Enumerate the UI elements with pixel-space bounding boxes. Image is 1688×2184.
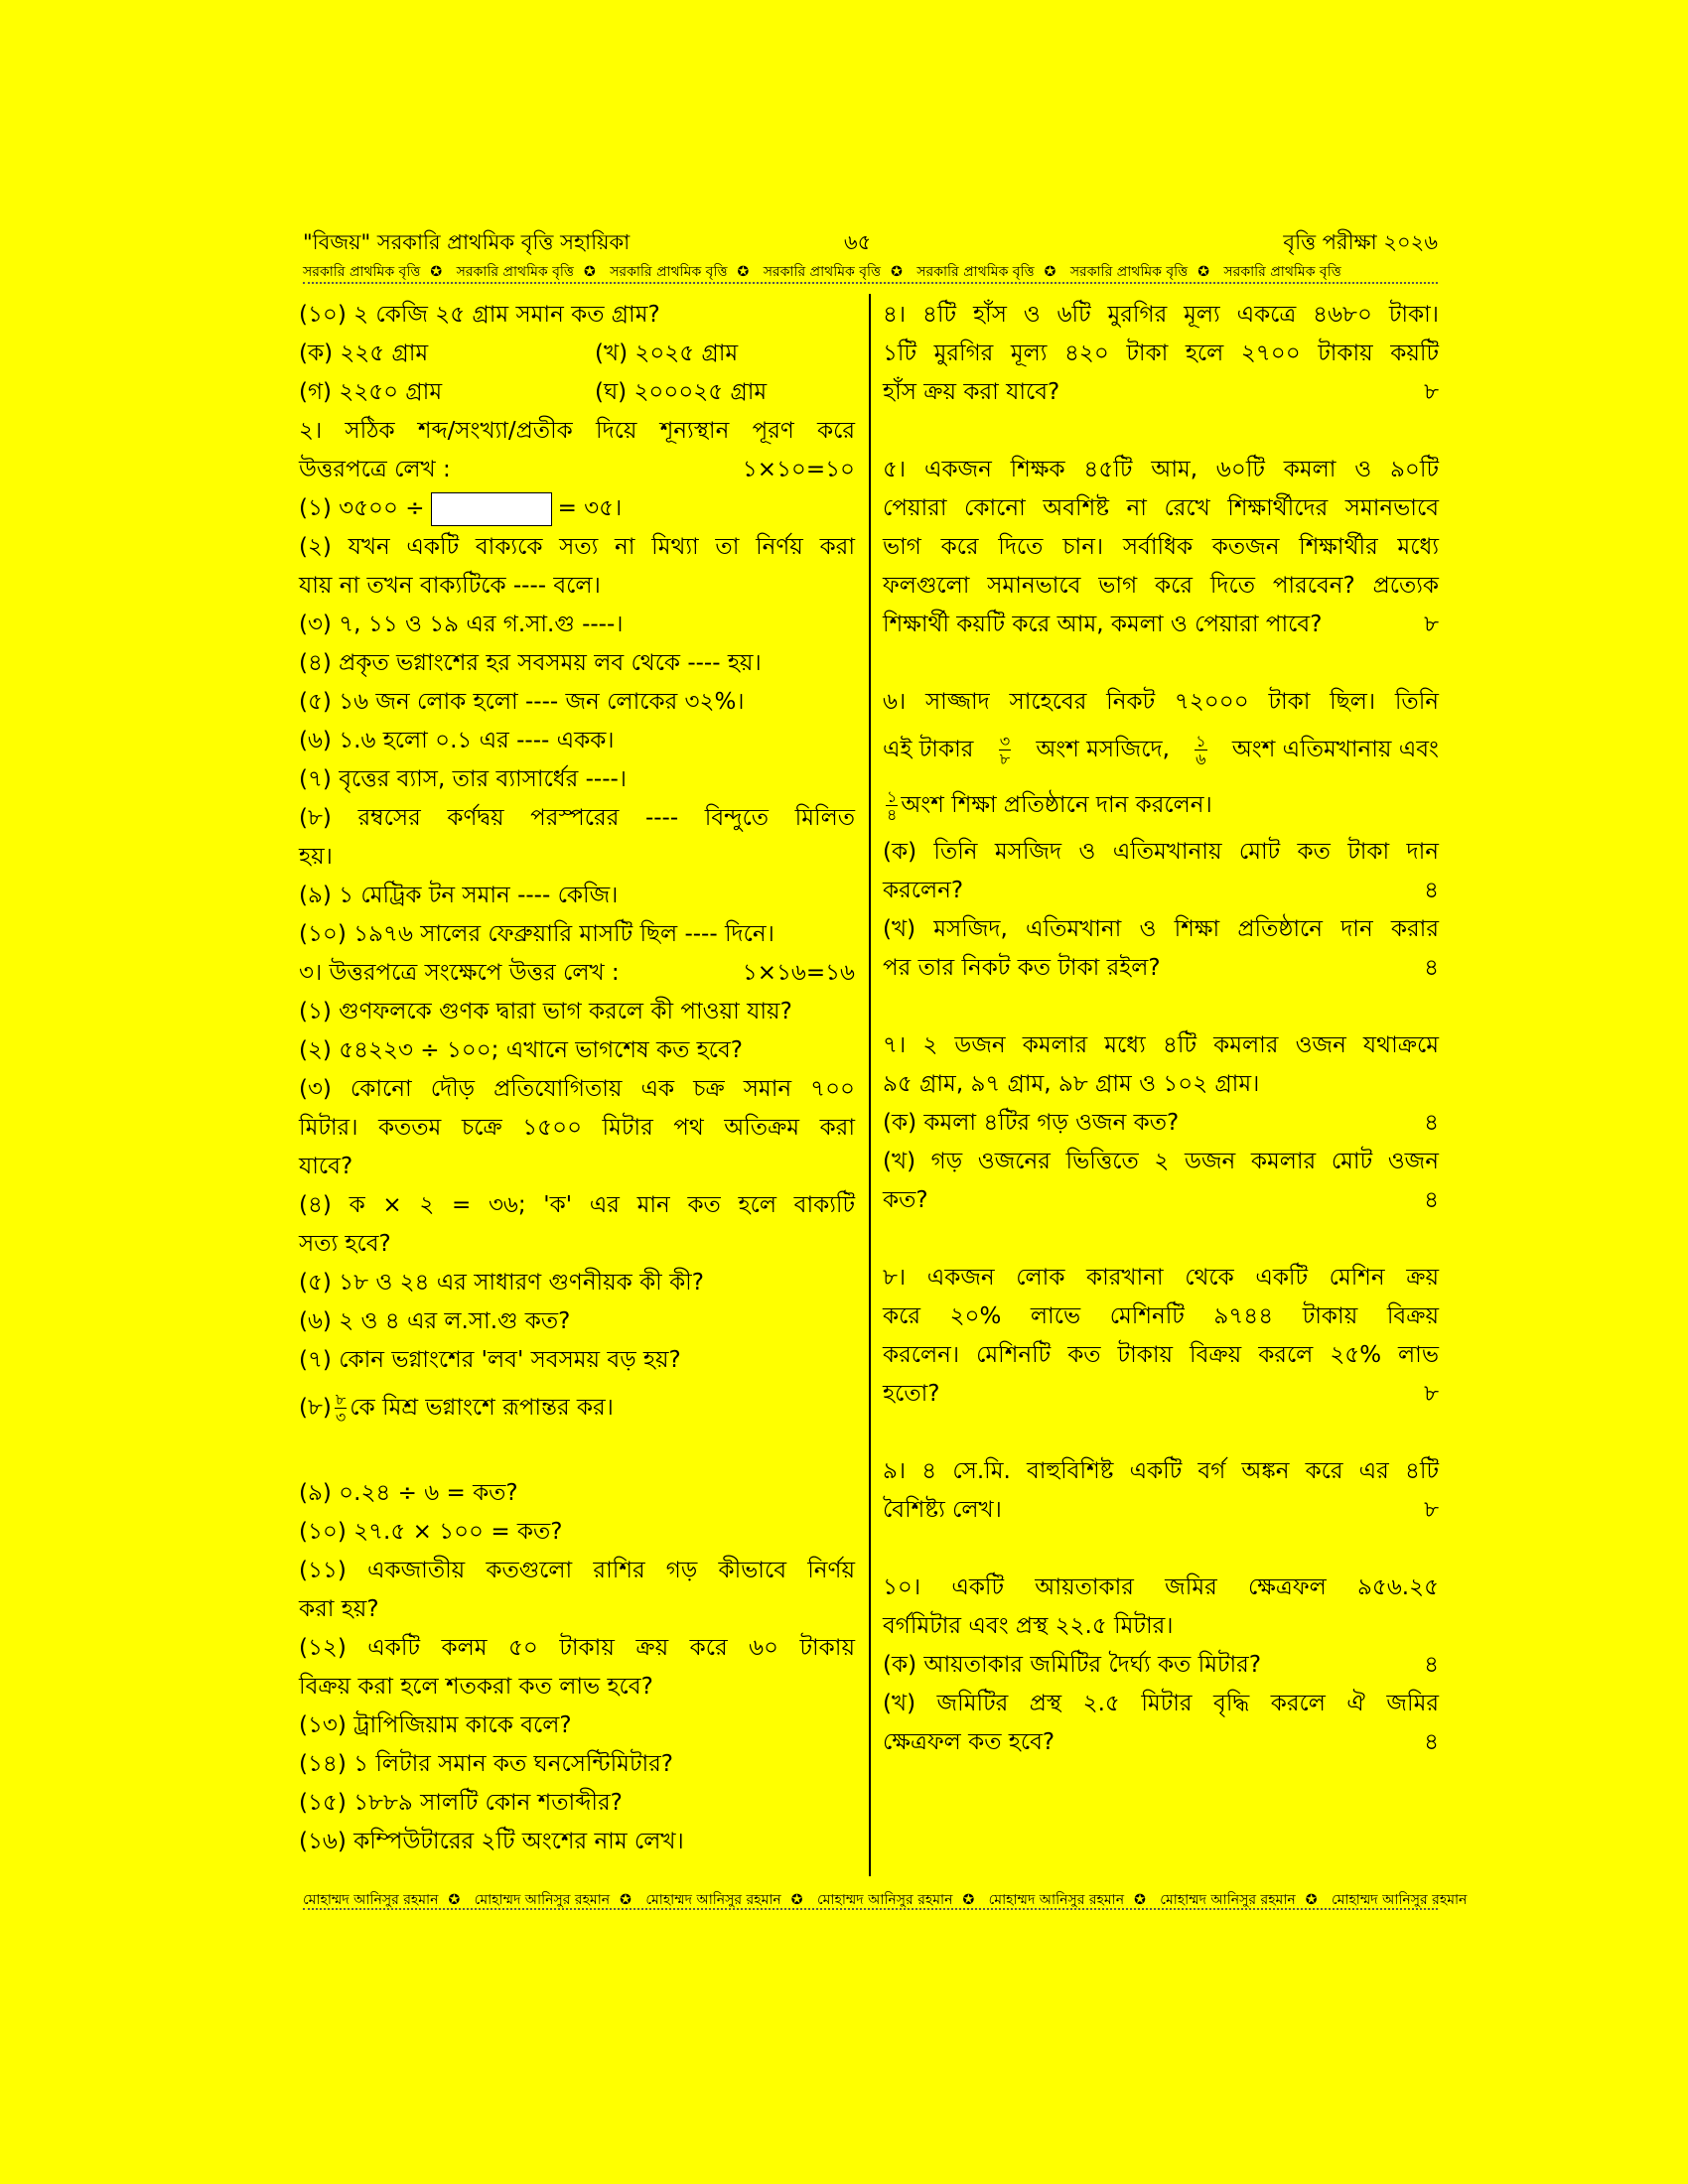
- question-9: ৯। ৪ সে.মি. বাহুবিশিষ্ট একটি বর্গ অঙ্কন করে এর ৪টি: [883, 1458, 1439, 1484]
- fill-8: (৮) রম্বসের কর্ণদ্বয় পরস্পরের ---- বিন্দুতে মিলিত: [299, 805, 855, 831]
- question-7b: (খ) গড় ওজনের ভিত্তিতে ২ ডজন কমলার মোট ওজন: [883, 1149, 1439, 1174]
- star-icon: ✪: [1134, 1892, 1146, 1908]
- section-2-heading: ২। সঠিক শব্দ/সংখ্যা/প্রতীক দিয়ে শূন্যস্থান পূরণ করে: [299, 418, 855, 444]
- header-strip: সরকারি প্রাথমিক বৃত্তি ✪ সরকারি প্রাথমিক বৃত্তি ✪ সরকারি প্রাথমিক বৃত্তি ✪ সরকারি প্রাথমিক বৃত্তি ✪ সরকারি প্রাথমিক বৃত্তি ✪ সরকারি প্রাথমিক বৃত্তি ✪ সরকারি প্রাথমিক বৃত্তি: [303, 260, 1438, 284]
- question-6a: (ক) তিনি মসজিদ ও এতিমখানায় মোট কত টাকা দান: [883, 839, 1439, 865]
- short-14: (১৪) ১ লিটার সমান কত ঘনসেন্টিমিটার?: [299, 1751, 674, 1777]
- left-column: (১০) ২ কেজি ২৫ গ্রাম সমান কত গ্রাম? (ক) ২২৫ গ্রাম (খ) ২০২৫ গ্রাম (গ) ২২৫০ গ্রাম (ঘ) ২০০০২৫ গ্রাম ২। সঠিক শব্দ/সংখ্যা/প্রতীক দিয়ে শূন্যস্থান পূরণ করে উত্তরপত্রে লেখ : ১×১০=১০ (১) ৩৫০০ ÷ = ৩৫। (২) যখন একটি বাক্যকে সত্য না মিথ্যা তা নির্ণয় করা যায় না তখন বাক্যটিকে ---- বলে। (৩) ৭, ১১ ও ১৯ এর গ.সা.গু ----। (৪) প্রকৃত ভগ্নাংশের হর সবসময় লব থেকে ---- হয়। (৫) ১৬ জন লোক হলো ---- জন লোকের ৩২%। (৬) ১.৬ হলো ০.১ এর ---- একক। (৭) বৃত্তের ব্যাস, তার ব্যাসার্ধের ----। (৮) রম্বসের কর্ণদ্বয় পরস্পরের ---- বিন্দুতে মিলিত হয়। (৯) ১ মেট্রিক টন সমান ---- কেজি। (১০) ১৯৭৬ সালের ফেব্রুয়ারি মাসটি ছিল ---- দিনে। ৩। উত্তরপত্রে সংক্ষেপে উত্তর লেখ : ১×১৬=১৬ (১) গুণফলকে গুণক দ্বারা ভাগ করলে কী পাওয়া যায়? (২) ৫৪২২৩ ÷ ১০০; এখানে ভাগশেষ কত হবে? (৩) কোনো দৌড় প্রতিযোগিতায় এক চক্র সমান ৭০০ মিটার। কততম চক্রে ১৫০০ মিটার পথ অতিক্রম করা যাবে? (৪) ক × ২ = ৩৬; 'ক' এর মান কত হলে বাক্যটি সত্য হবে? (৫) ১৮ ও ২৪ এর সাধারণ গুণনীয়ক কী কী? (৬) ২ ও ৪ এর ল.সা.গু কত? (৭) কোন ভগ্নাংশের 'লব' সবসময় বড় হয়? (৮) $\frac{৮}{৩}$ কে মিশ্র ভগ্নাংশে রূপান্তর কর। (৯) ০.২৪ ÷ ৬ = কত? (১০) ২৭.৫ × ১০০ = কত? (১১) একজাতীয় কতগুলো রাশির গড় কীভাবে নির্ণয় করা হয়? (১২) একটি কলম ৫০ টাকায় ক্রয় করে ৬০ টাকায় বিক্রয় করা হলে শতকরা কত লাভ হবে? (১৩) ট্রাপিজিয়াম কাকে বলে? (১৪) ১ লিটার সমান কত ঘনসেন্টিমিটার? (১৫) ১৮৮৯ সালটি কোন শতাব্দীর? (১৬) কম্পিউটারের ২টি অংশের নাম লেখ।: [299, 296, 855, 1861]
- page-number: ৬৫: [844, 230, 872, 254]
- fill-5: (৫) ১৬ জন লোক হলো ---- জন লোকের ৩২%।: [299, 689, 745, 715]
- marks: ৪: [1424, 1652, 1439, 1678]
- marks: ৮: [1424, 1497, 1439, 1523]
- short-11: (১১) একজাতীয় কতগুলো রাশির গড় কীভাবে নির্ণয়: [299, 1558, 855, 1583]
- marks: ৮: [1424, 612, 1439, 637]
- question-10a: (ক) আয়তাকার জমিটির দৈর্ঘ্য কত মিটার? ৪: [883, 1646, 1439, 1685]
- short-6: (৬) ২ ও ৪ এর ল.সা.গু কত?: [299, 1308, 571, 1334]
- question-4: ৪। ৪টি হাঁস ও ৬টি মুরগির মূল্য একত্রে ৪৬৮০ টাকা।: [883, 302, 1439, 328]
- book-title: "বিজয়" সরকারি প্রাথমিক বৃত্তি সহায়িকা: [303, 230, 631, 254]
- short-8: (৮) $\frac{৮}{৩}$ কে মিশ্র ভগ্নাংশে রূপান্তর কর।: [299, 1389, 614, 1427]
- star-icon: ✪: [620, 1892, 632, 1908]
- fill-10: (১০) ১৯৭৬ সালের ফেব্রুয়ারি মাসটি ছিল ---- দিনে।: [299, 921, 774, 947]
- short-5: (৫) ১৮ ও ২৪ এর সাধারণ গুণনীয়ক কী কী?: [299, 1270, 704, 1296]
- star-icon: ✪: [962, 1892, 975, 1908]
- fill-9: (৯) ১ মেট্রিক টন সমান ---- কেজি।: [299, 883, 619, 908]
- fill-1: (১) ৩৫০০ ÷ = ৩৫।: [299, 489, 855, 528]
- fraction: $\frac{৮}{৩}$: [335, 1389, 347, 1427]
- star-icon: ✪: [737, 264, 750, 280]
- star-icon: ✪: [1044, 264, 1056, 280]
- section-2-marks: ১×১০=১০: [742, 457, 855, 482]
- fraction: $\frac{১}{৪}$: [887, 786, 898, 824]
- fraction: $\frac{৩}{৮}$: [999, 731, 1011, 768]
- question-8: ৮। একজন লোক কারখানা থেকে একটি মেশিন ক্রয়: [883, 1265, 1439, 1291]
- fill-4: (৪) প্রকৃত ভগ্নাংশের হর সবসময় লব থেকে ---- হয়।: [299, 650, 762, 676]
- fill-7: (৭) বৃত্তের ব্যাস, তার ব্যাসার্ধের ----।: [299, 766, 628, 792]
- star-icon: ✪: [1305, 1892, 1318, 1908]
- short-13: (১৩) ট্রাপিজিয়াম কাকে বলে?: [299, 1712, 572, 1738]
- short-7: (৭) কোন ভগ্নাংশের 'লব' সবসময় বড় হয়?: [299, 1347, 681, 1373]
- star-icon: ✪: [448, 1892, 461, 1908]
- short-2: (২) ৫৪২২৩ ÷ ১০০; এখানে ভাগশেষ কত হবে?: [299, 1037, 743, 1063]
- star-icon: ✪: [891, 264, 903, 280]
- footer-strip: মোহাম্মদ আনিসুর রহমান ✪ মোহাম্মদ আনিসুর রহমান ✪ মোহাম্মদ আনিসুর রহমান ✪ মোহাম্মদ আনিসুর রহমান ✪ মোহাম্মদ আনিসুর রহমান ✪ মোহাম্মদ আনিসুর রহমান ✪ মোহাম্মদ আনিসুর রহমান: [303, 1888, 1438, 1910]
- marks: ৪: [1424, 955, 1439, 981]
- short-10: (১০) ২৭.৫ × ১০০ = কত?: [299, 1519, 563, 1545]
- star-icon: ✪: [1197, 264, 1209, 280]
- mcq-10: (১০) ২ কেজি ২৫ গ্রাম সমান কত গ্রাম?: [299, 302, 660, 328]
- mcq-10-options-ab: (ক) ২২৫ গ্রাম (খ) ২০২৫ গ্রাম: [299, 341, 739, 366]
- section-3-heading: ৩। উত্তরপত্রে সংক্ষেপে উত্তর লেখ : ১×১৬=১৬: [299, 954, 855, 993]
- fill-6: (৬) ১.৬ হলো ০.১ এর ---- একক।: [299, 728, 615, 753]
- short-9: (৯) ০.২৪ ÷ ৬ = কত?: [299, 1480, 518, 1506]
- short-1: (১) গুণফলকে গুণক দ্বারা ভাগ করলে কী পাওয়া যায়?: [299, 999, 792, 1024]
- column-divider: [869, 294, 871, 1876]
- answer-blank-box: [431, 492, 552, 526]
- section-3-marks: ১×১৬=১৬: [742, 960, 855, 986]
- short-3: (৩) কোনো দৌড় প্রতিযোগিতায় এক চক্র সমান ৭০০: [299, 1076, 855, 1102]
- marks: ৮: [1424, 1381, 1439, 1407]
- question-5: ৫। একজন শিক্ষক ৪৫টি আম, ৬০টি কমলা ও ৯০টি: [883, 457, 1439, 482]
- right-column: ৪। ৪টি হাঁস ও ৬টি মুরগির মূল্য একত্রে ৪৬৮০ টাকা। ১টি মুরগির মূল্য ৪২০ টাকা হলে ২৭০০ টাকায় কয়টি হাঁস ক্রয় করা যাবে? ৮ ৫। একজন শিক্ষক ৪৫টি আম, ৬০টি কমলা ও ৯০টি পেয়ারা কোনো অবশিষ্ট না রেখে শিক্ষার্থীদের সমানভাবে ভাগ করে দিতে চান। সর্বাধিক কতজন শিক্ষার্থীর মধ্যে ফলগুলো সমানভাবে ভাগ করে দিতে পারবেন? প্রত্যেক শিক্ষার্থী কয়টি করে আম, কমলা ও পেয়ারা পাবে? ৮ ৬। সাজ্জাদ সাহেবের নিকট ৭২০০০ টাকা ছিল। তিনি এই টাকার $\frac{৩}{৮}$ অংশ মসজিদে, $\frac{১}{৬}$ অংশ এতিমখানায় এবং $\frac{১}{৪}$ অংশ শিক্ষা প্রতিষ্ঠানে দান করলেন। (ক) তিনি মসজিদ ও এতিমখানায় মোট কত টাকা দান করলেন? ৪ (খ) মসজিদ, এতিমখানা ও শিক্ষা প্রতিষ্ঠানে দান করার পর তার নিকট কত টাকা রইল? ৪ ৭। ২ ডজন কমলার মধ্যে ৪টি কমলার ওজন যথাক্রমে ৯৫ গ্রাম, ৯৭ গ্রাম, ৯৮ গ্রাম ও ১০২ গ্রাম। (ক) কমলা ৪টির গড় ওজন কত? ৪ (খ) গড় ওজনের ভিত্তিতে ২ ডজন কমলার মোট ওজন কত? ৪ ৮। একজন লোক কারখানা থেকে একটি মেশিন ক্রয় করে ২০% লাভে মেশিনটি ৯৭৪৪ টাকায় বিক্রয় করলেন। মেশিনটি কত টাকায় বিক্রয় করলে ২৫% লাভ হতো? ৮ ৯। ৪ সে.মি. বাহুবিশিষ্ট একটি বর্গ অঙ্কন করে এর ৪টি বৈশিষ্ট্য লেখ। ৮ ১০। একটি আয়তাকার জমির ক্ষেত্রফল ৯৫৬.২৫ বর্গমিটার এবং প্রস্থ ২২.৫ মিটার। (ক) আয়তাকার জমিটির দৈর্ঘ্য কত মিটার? ৪ (খ) জমিটির প্রস্থ ২.৫ মিটার বৃদ্ধি করলে ঐ জমির ক্ষেত্রফল কত হবে? ৪: [883, 296, 1439, 1762]
- short-16: (১৬) কম্পিউটারের ২টি অংশের নাম লেখ।: [299, 1829, 684, 1854]
- marks: ৮: [1424, 379, 1439, 405]
- question-7a: (ক) কমলা ৪টির গড় ওজন কত? ৪: [883, 1104, 1439, 1143]
- star-icon: ✪: [430, 264, 443, 280]
- fill-3: (৩) ৭, ১১ ও ১৯ এর গ.সা.গু ----।: [299, 612, 624, 637]
- question-10b: (খ) জমিটির প্রস্থ ২.৫ মিটার বৃদ্ধি করলে ঐ জমির: [883, 1691, 1439, 1716]
- question-7: ৭। ২ ডজন কমলার মধ্যে ৪টি কমলার ওজন যথাক্রমে: [883, 1032, 1439, 1058]
- short-15: (১৫) ১৮৮৯ সালটি কোন শতাব্দীর?: [299, 1790, 623, 1816]
- question-10: ১০। একটি আয়তাকার জমির ক্ষেত্রফল ৯৫৬.২৫: [883, 1574, 1439, 1600]
- star-icon: ✪: [790, 1892, 803, 1908]
- short-4: (৪) ক × ২ = ৩৬; 'ক' এর মান কত হলে বাক্যটি: [299, 1192, 855, 1218]
- marks: ৪: [1424, 1729, 1439, 1755]
- section-2-instruction: উত্তরপত্রে লেখ : ১×১০=১০: [299, 451, 855, 489]
- fill-2: (২) যখন একটি বাক্যকে সত্য না মিথ্যা তা নির্ণয় করা: [299, 534, 855, 560]
- fraction: $\frac{১}{৬}$: [1196, 731, 1206, 768]
- short-12: (১২) একটি কলম ৫০ টাকায় ক্রয় করে ৬০ টাকায়: [299, 1635, 855, 1661]
- question-6b: (খ) মসজিদ, এতিমখানা ও শিক্ষা প্রতিষ্ঠানে দান করার: [883, 916, 1439, 942]
- star-icon: ✪: [583, 264, 596, 280]
- marks: ৪: [1424, 878, 1439, 903]
- question-6: ৬। সাজ্জাদ সাহেবের নিকট ৭২০০০ টাকা ছিল। তিনি: [883, 689, 1439, 715]
- mcq-10-options-cd: (গ) ২২৫০ গ্রাম (ঘ) ২০০০২৫ গ্রাম: [299, 379, 768, 405]
- marks: ৪: [1424, 1187, 1439, 1213]
- exam-title: বৃত্তি পরীক্ষা ২০২৬: [1283, 230, 1438, 254]
- marks: ৪: [1424, 1110, 1439, 1136]
